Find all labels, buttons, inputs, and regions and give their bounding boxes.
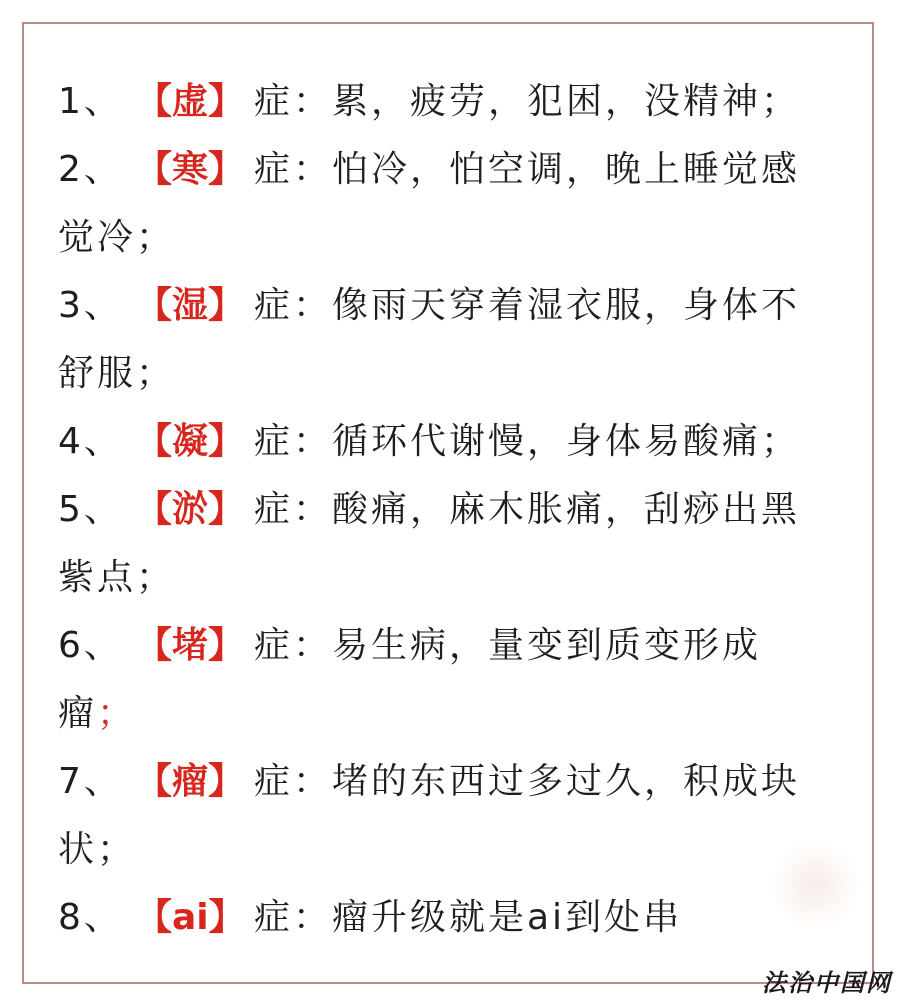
item-description: 症：堵的东西过多过久，积成块	[254, 761, 801, 802]
item-term: 【寒】	[136, 149, 245, 190]
item-term: 【湿】	[136, 285, 245, 326]
item-description-cont: 紫点；	[58, 557, 176, 598]
item-term: 【虚】	[136, 81, 245, 122]
item-description: 症：累，疲劳，犯困，没精神；	[254, 81, 801, 122]
item-description-cont: 觉冷；	[58, 217, 176, 258]
item-description-cont: 瘤	[58, 693, 98, 734]
item-description: 症：瘤升级就是ai到处串	[254, 897, 683, 938]
item-term: 【ai】	[136, 897, 245, 938]
item-description-cont: 状；	[58, 829, 137, 870]
list-item	[58, 748, 838, 816]
item-term: 【凝】	[136, 421, 245, 462]
list-item-continuation	[58, 680, 838, 748]
item-number: 2、	[58, 149, 123, 190]
item-semicolon: ；	[97, 693, 137, 734]
item-description-cont: 舒服；	[58, 353, 176, 394]
item-number: 4、	[58, 421, 123, 462]
list-item	[58, 612, 838, 680]
list-item	[58, 408, 838, 476]
item-term: 【淤】	[136, 489, 245, 530]
list-item	[58, 136, 838, 204]
list-item	[58, 68, 838, 136]
item-number: 8、	[58, 897, 123, 938]
symptom-list	[58, 68, 838, 952]
item-number: 3、	[58, 285, 123, 326]
list-item	[58, 476, 838, 544]
item-number: 5、	[58, 489, 123, 530]
item-description: 症：像雨天穿着湿衣服，身体不	[254, 285, 801, 326]
item-description: 症：酸痛，麻木胀痛，刮痧出黑	[254, 489, 801, 530]
item-description: 症：怕冷，怕空调，晚上睡觉感	[254, 149, 801, 190]
list-item-continuation	[58, 204, 838, 272]
site-watermark: 法治中国网	[762, 968, 892, 997]
item-description: 症：易生病，量变到质变形成	[254, 625, 762, 666]
list-item-continuation	[58, 816, 838, 884]
list-item-continuation	[58, 340, 838, 408]
list-item	[58, 884, 838, 952]
item-number: 7、	[58, 761, 123, 802]
item-term: 【堵】	[136, 625, 245, 666]
item-term: 【瘤】	[136, 761, 245, 802]
item-number: 6、	[58, 625, 123, 666]
item-number: 1、	[58, 81, 123, 122]
item-description: 症：循环代谢慢，身体易酸痛；	[254, 421, 801, 462]
list-item	[58, 272, 838, 340]
list-item-continuation	[58, 544, 838, 612]
